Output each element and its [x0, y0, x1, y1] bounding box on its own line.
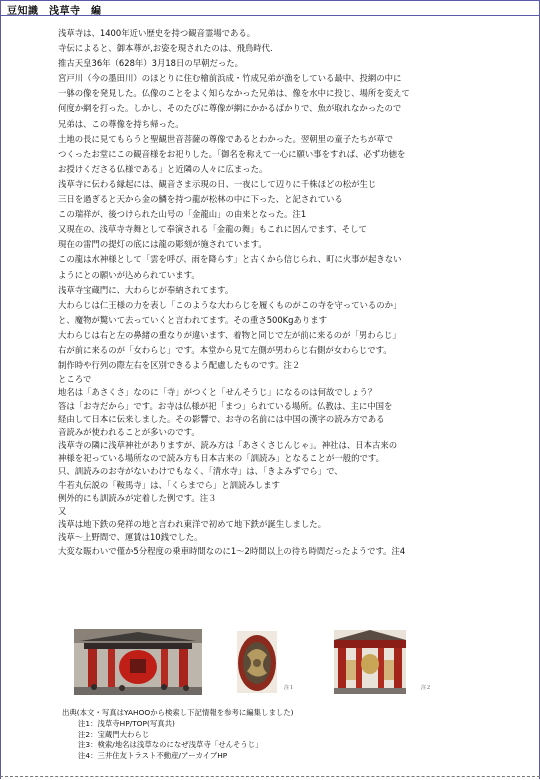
body-line: お授けくださる仏様である」と近隣の人々に広まった。: [58, 163, 268, 174]
body-line: つくったお堂にこの観音様をお祀りした。「御名を称えて一心に願い事をすれば、必ず功徳を: [58, 148, 406, 159]
body-line: 浅草寺に伝わる縁起には、観音さま示現の日、一夜にして辺りに千株ほどの松が生じ: [58, 178, 377, 189]
body-line: 神様を祀っている場所なので読み方も日本古来の「訓読み」となることが一般的です。: [58, 453, 384, 464]
body-line: 土地の長に見てもらうと聖観世音菩薩の尊像であるとわかった。翌朝里の童子たちが草で: [58, 133, 393, 144]
body-line: 大変な賑わいで僅か5分程度の乗車時間なのに1～2時間以上の待ち時間だったようです。注4: [58, 545, 406, 556]
body-line: 大わらじは仁王様の力を表し「このような大わらじを履くものがこの寺を守っているのか」: [58, 299, 402, 310]
body-line: 又: [58, 506, 67, 517]
body-line: 牛若丸伝説の「鞍馬寺」は、「くらまでら」と訓読みします: [58, 479, 280, 490]
sources-heading: 出典(本文・写真はYAHOOから検索し下記情報を参考に編集しました): [62, 708, 294, 717]
photo-note-2: 注２: [421, 685, 432, 691]
body-line: 浅草～上野間で、運賃は10銭でした。: [58, 532, 203, 543]
body-line: 推古天皇36年（628年）3月18日の早朝だった。: [58, 58, 244, 69]
source-item: 注3：検索/地名は浅草なのになぜ浅草寺「せんそうじ」: [78, 740, 263, 750]
body-line: 経由して日本に伝来しました。その影響で、お寺の名前には中国の漢字の読み方である: [58, 413, 385, 424]
body-line: 答は「お寺だから」です。お寺は仏様が祀「まつ」られている場所。仏教は、主に中国を: [58, 400, 393, 411]
source-item: 注1：浅草寺HP/TOP(写真共): [78, 718, 175, 728]
body-line: 浅草寺宝蔵門に、大わらじが奉納されてます。: [58, 284, 234, 295]
source-item: 注4：三井住友トラスト不動産/アーカイブHP: [78, 751, 228, 761]
body-line: と、魔物が驚いて去っていくと言われてます。その重さ500Kgあります: [58, 314, 327, 325]
kaminarimon-gate-photo: [74, 629, 202, 695]
body-line: 地名は「あさくさ」なのに「寺」がつくと「せんそうじ」になるのは何故でしょう？: [58, 387, 377, 398]
title-divider: [0, 15, 540, 16]
body-line: 右が前に来るのが「女わらじ」です。本堂から見て左側が男わらじ右側が女わらじです。: [58, 344, 392, 355]
body-line: 三日を過ぎると天から金の鱗を持つ龍が松林の中に下った、と記されている: [58, 194, 343, 205]
body-line: 兄弟は、この尊像を持ち帰った。: [58, 118, 184, 129]
sources-section: [62, 708, 294, 762]
body-line: ところで: [58, 374, 92, 385]
body-line: 浅草寺の隣に浅草神社がありますが、読み方は「あさくさじんじゃ」。神社は、日本古来の: [58, 440, 398, 451]
article-body: [58, 26, 528, 558]
body-line: 例外的にも訓読みが定着した例です。注３: [58, 492, 217, 503]
body-line: 音読みが使われることが多いのです。: [58, 426, 200, 437]
body-line: 現在の雷門の提灯の底には龍の彫刻が施されています。: [58, 239, 267, 250]
body-line: 浅草寺は、1400年近い歴史を持つ観音霊場である。: [58, 28, 256, 38]
body-line: 又現在の、浅草寺寺舞として奉演される「金龍の舞」もこれに因んでます、そして: [58, 224, 367, 235]
page-title: 豆知識 浅草寺 編: [7, 6, 102, 17]
body-line: この龍は水神様として「雲を呼び、雨を降らす」と古くから信じられ、町に火事が起きない: [58, 254, 402, 265]
body-line: 大わらじは右と左の鼻緒の重なりが違います、着物と同じで左が前に来るのが「男わらじ」: [58, 329, 401, 340]
body-line: 何度か網を打った。しかし、そのたびに尊像が網にかかるばかりで、魚が取れなかったので: [58, 103, 402, 114]
photo-row: [74, 626, 514, 696]
footer-divider: [0, 776, 540, 777]
body-line: 制作時や行列の際左右を区別できるよう配慮したものです。注２: [58, 360, 301, 371]
hozomon-gate-photo: [334, 630, 406, 694]
body-line: 一躰の像を発見した。仏像のことをよく知らなかった兄弟は、像を水中に投じ、場所を変えて: [58, 88, 410, 99]
body-line: 宮戸川（今の墨田川）のほとりに住む檜前浜成・竹成兄弟が漁をしている最中、投網の中に: [58, 73, 402, 84]
body-line: 寺伝によると、御本尊が,お姿を現されたのは、飛鳥時代.: [58, 43, 273, 54]
dragon-carving-photo: [237, 631, 277, 693]
source-item: 注2：宝蔵門大わらじ: [78, 729, 150, 739]
photo-note-1: 注１: [284, 685, 295, 691]
body-line: この瑞祥が、後つけられた山号の「金龍山」の由来となった。注1: [58, 209, 307, 220]
body-line: ようにとの願いが込められています。: [58, 269, 200, 280]
body-line: 只、訓読みのお寺がないわけでもなく、「清水寺」は、「きよみずでら」で、: [58, 466, 343, 477]
body-line: 浅草は地下鉄の発祥の地と言われ東洋で初めて地下鉄が誕生しました。: [58, 519, 326, 530]
